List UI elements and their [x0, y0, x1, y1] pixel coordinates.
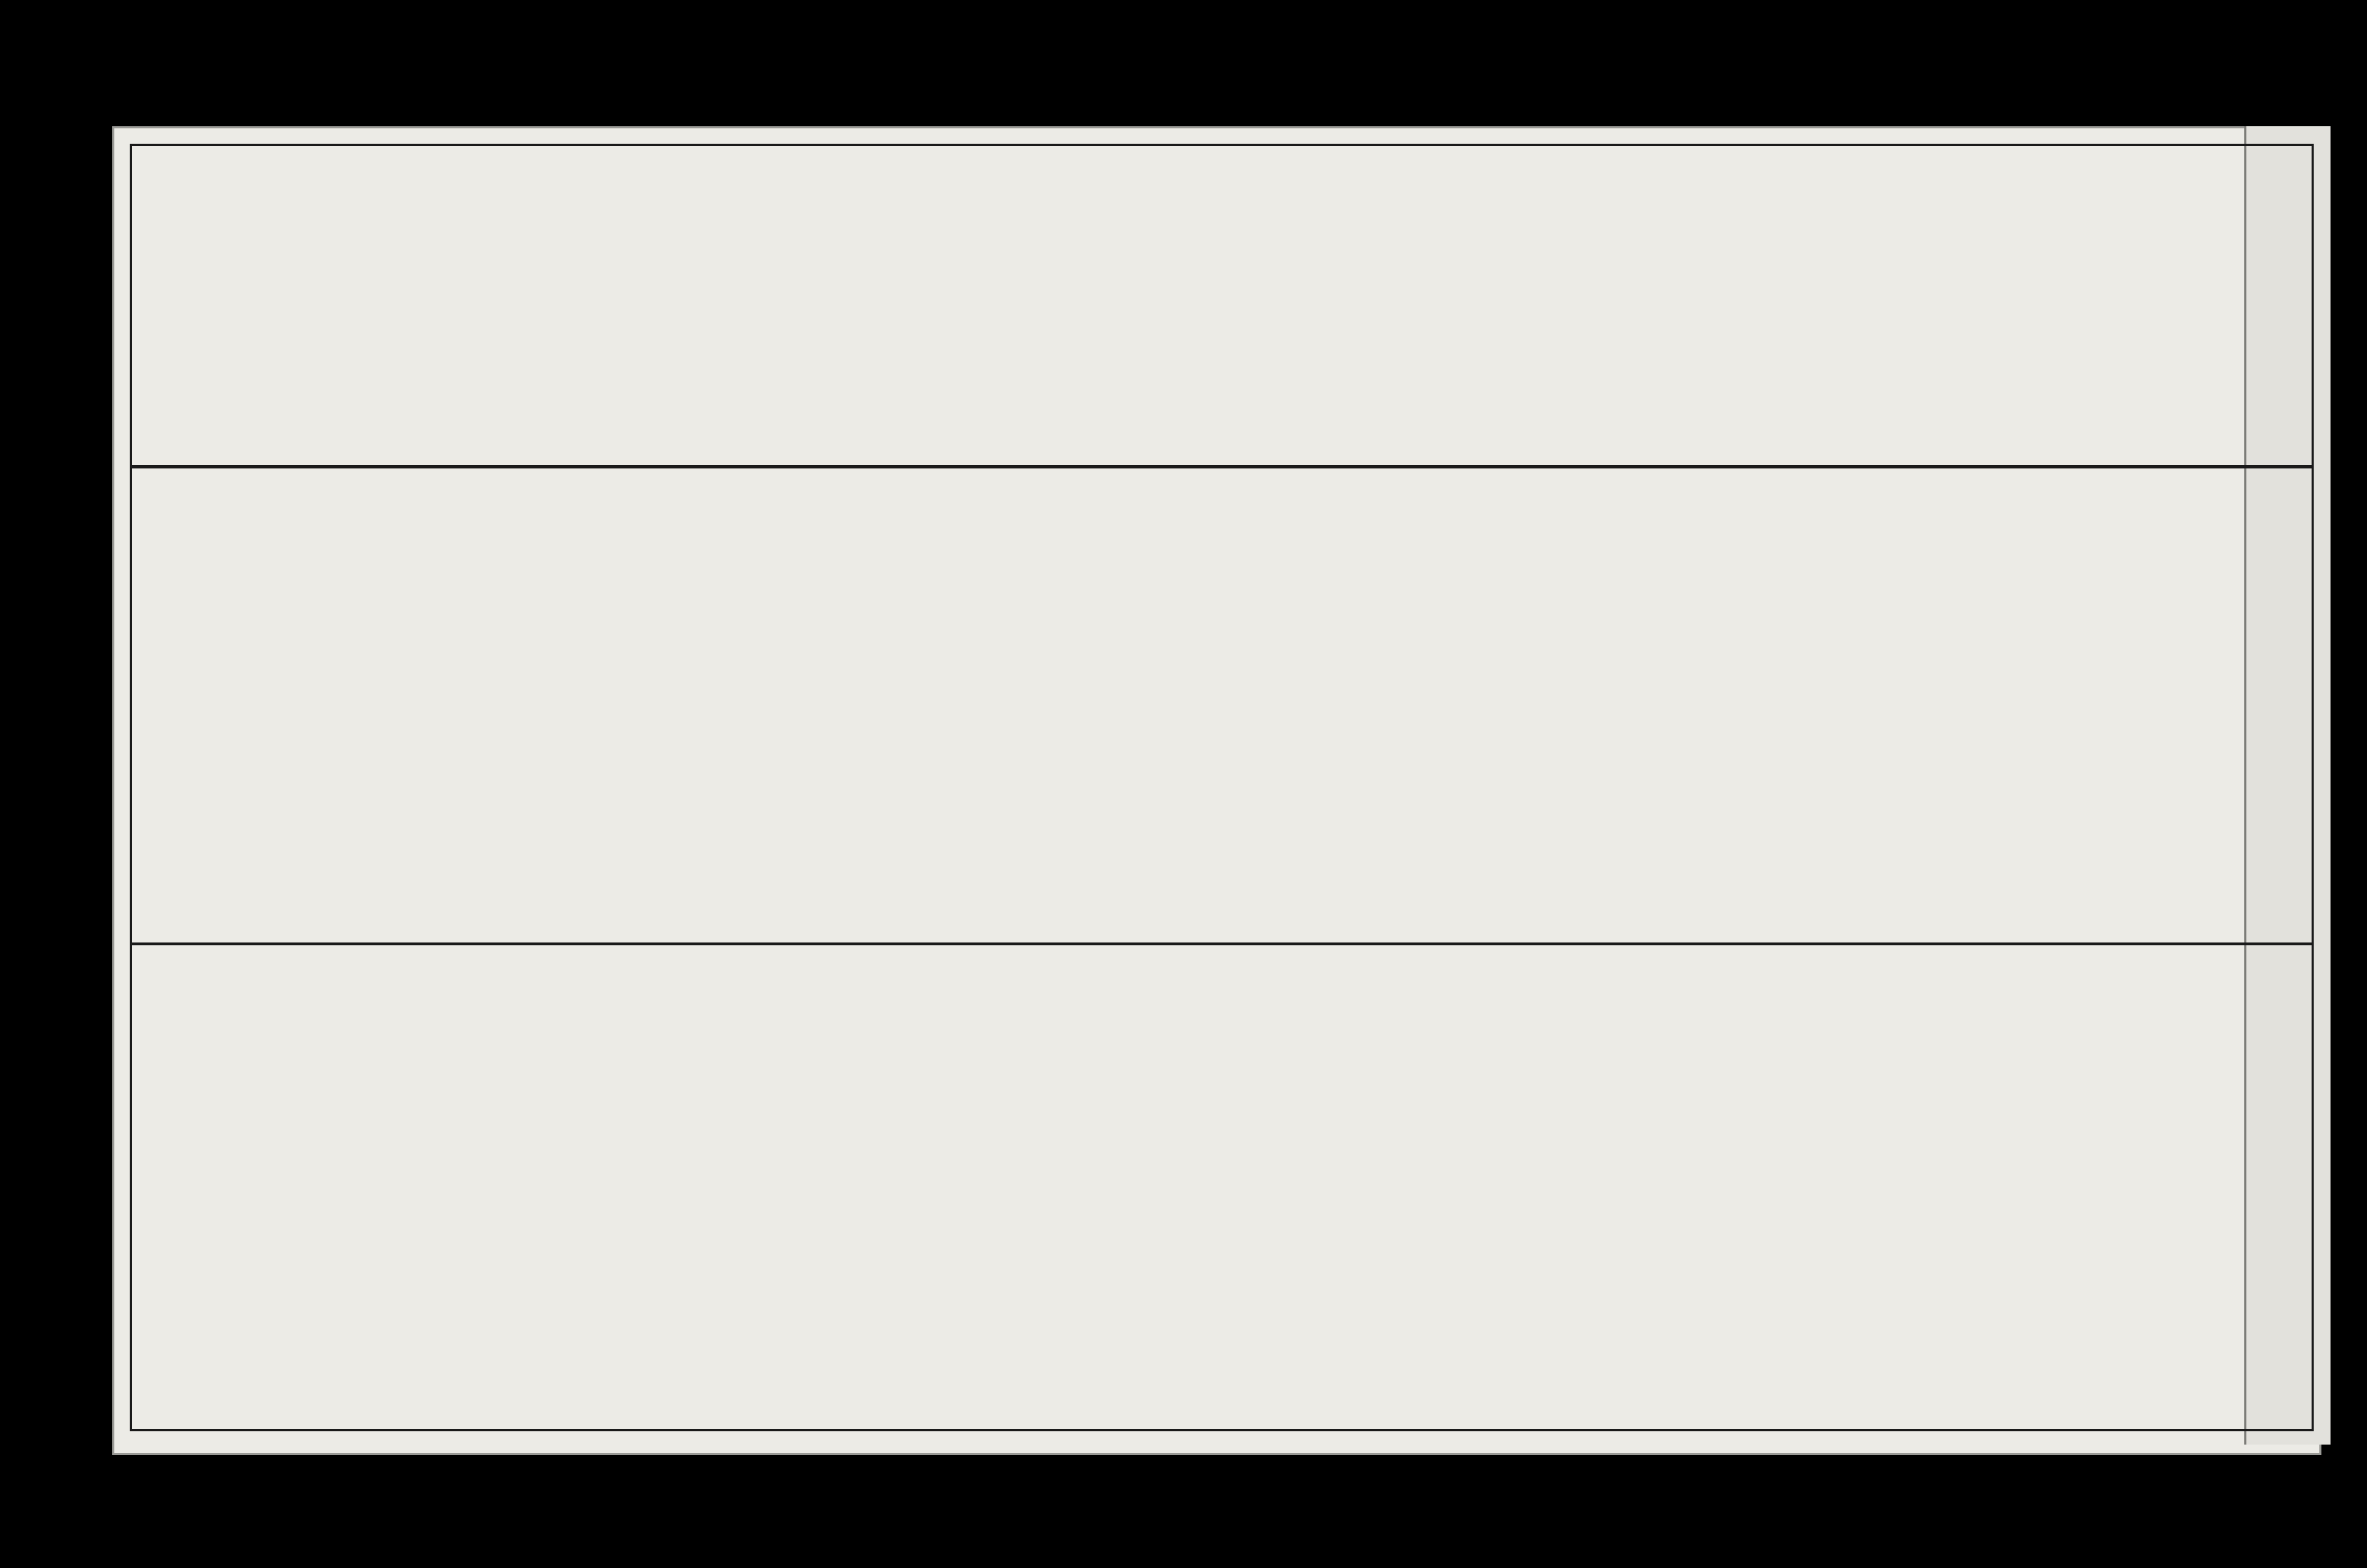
private-farm-section [130, 466, 2314, 945]
crops-table [130, 144, 2314, 467]
lease-table [130, 943, 2314, 1431]
